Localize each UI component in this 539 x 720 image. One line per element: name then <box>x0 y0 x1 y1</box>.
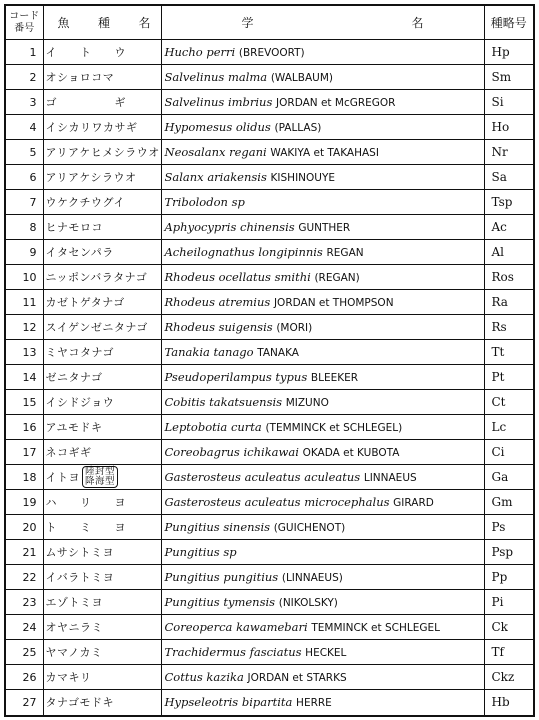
species-abbreviation: Ckz <box>484 665 533 690</box>
scientific-name-cell <box>161 215 484 240</box>
fish-name: イトヨ <box>45 471 80 484</box>
code-number: 18 <box>6 465 43 490</box>
scientific-name-cell <box>161 240 484 265</box>
table-row <box>6 90 533 115</box>
species-abbreviation: Ps <box>484 515 533 540</box>
table-row <box>6 440 533 465</box>
scientific-name-cell <box>161 90 484 115</box>
scientific-name-cell <box>161 465 484 490</box>
scientific-name: Pseudoperilampus typus <box>164 370 308 384</box>
scientific-name: Gasterosteus aculeatus microcephalus <box>164 495 390 509</box>
scientific-name-cell <box>161 690 484 715</box>
fish-name: エゾトミヨ <box>45 596 103 609</box>
table-row <box>6 40 533 65</box>
fish-form-note <box>82 466 118 488</box>
scientific-name-cell <box>161 540 484 565</box>
scientific-name-cell <box>161 665 484 690</box>
fish-name-cell <box>43 515 161 540</box>
author-name: OKADA et KUBOTA <box>302 447 400 459</box>
author-name: WAKIYA et TAKAHASI <box>270 147 379 159</box>
author-name: LINNAEUS <box>363 472 417 484</box>
fish-name: ト ミ ヨ <box>45 521 126 534</box>
fish-name-cell <box>43 440 161 465</box>
species-abbreviation: Psp <box>484 540 533 565</box>
species-abbreviation: Ac <box>484 215 533 240</box>
scientific-name: Salvelinus imbrius <box>164 95 273 109</box>
species-abbreviation: Si <box>484 90 533 115</box>
author-name: HERRE <box>296 697 332 710</box>
author-name: (WALBAUM) <box>270 72 333 84</box>
fish-name: アリアケヒメシラウオ <box>45 146 160 159</box>
author-name: (REGAN) <box>314 272 360 284</box>
header-code-number <box>6 6 43 40</box>
fish-name-cell <box>43 415 161 440</box>
fish-name: アユモドキ <box>45 421 103 434</box>
fish-name-cell <box>43 640 161 665</box>
scientific-name: Rhodeus ocellatus smithi <box>164 270 311 284</box>
fish-name: イシカリワカサギ <box>45 121 138 134</box>
fish-name: ハ リ ヨ <box>45 496 126 509</box>
author-name: (LINNAEUS) <box>281 572 343 584</box>
fish-name: ミヤコタナゴ <box>45 346 115 359</box>
scientific-name: Hypomesus olidus <box>164 120 271 134</box>
author-name: (TEMMINCK et SCHLEGEL) <box>265 422 403 434</box>
fish-name: タナゴモドキ <box>45 696 115 710</box>
table-row <box>6 290 533 315</box>
table-row <box>6 690 533 715</box>
scientific-name: Coreoperca kawamebari <box>164 620 308 634</box>
species-abbreviation: Ra <box>484 290 533 315</box>
code-number: 2 <box>6 65 43 90</box>
fish-name: ゼニタナゴ <box>45 371 103 384</box>
scientific-name-cell <box>161 365 484 390</box>
table-row <box>6 315 533 340</box>
fish-name: イシドジョウ <box>45 396 115 409</box>
species-abbreviation: Ros <box>484 265 533 290</box>
fish-name-cell <box>43 265 161 290</box>
scientific-name: Cottus kazika <box>164 670 244 684</box>
species-abbreviation: Hp <box>484 40 533 65</box>
scientific-name-cell <box>161 415 484 440</box>
scientific-name: Cobitis takatsuensis <box>164 395 283 409</box>
author-name: GUNTHER <box>298 222 351 234</box>
species-table-frame <box>4 4 535 717</box>
species-abbreviation: Tt <box>484 340 533 365</box>
author-name: KISHINOUYE <box>270 172 336 184</box>
fish-name: カマキリ <box>45 671 92 684</box>
species-abbreviation: Lc <box>484 415 533 440</box>
author-name: JORDAN et STARKS <box>247 672 347 684</box>
table-row <box>6 465 533 490</box>
scientific-name: Neosalanx regani <box>164 145 267 159</box>
species-abbreviation: Sa <box>484 165 533 190</box>
scientific-name-cell <box>161 290 484 315</box>
scientific-name-cell <box>161 590 484 615</box>
author-name: (BREVOORT) <box>238 47 305 59</box>
scientific-name: Coreobagrus ichikawai <box>164 445 299 459</box>
code-number: 1 <box>6 40 43 65</box>
header-code-line2: 番号 <box>14 22 35 34</box>
table-row <box>6 65 533 90</box>
table-row <box>6 115 533 140</box>
fish-name-cell <box>43 65 161 90</box>
scientific-name: Leptobotia curta <box>164 420 262 434</box>
author-name: TANAKA <box>257 347 299 359</box>
header-fish-name-char2: 種 <box>97 16 110 30</box>
code-number: 12 <box>6 315 43 340</box>
fish-name-cell <box>43 340 161 365</box>
species-abbreviation: Rs <box>484 315 533 340</box>
fish-name: イバラトミヨ <box>45 571 115 584</box>
header-fish-name-char1: 魚 <box>57 16 70 30</box>
code-number: 19 <box>6 490 43 515</box>
species-abbreviation: Tf <box>484 640 533 665</box>
fish-name-cell <box>43 565 161 590</box>
author-name: TEMMINCK et SCHLEGEL <box>311 622 440 634</box>
fish-name-cell <box>43 40 161 65</box>
scientific-name-cell <box>161 515 484 540</box>
table-row <box>6 515 533 540</box>
scientific-name: Salanx ariakensis <box>164 170 267 184</box>
scientific-name: Hypseleotris bipartita <box>164 695 293 710</box>
scientific-name: Pungitius sinensis <box>164 520 271 534</box>
fish-name-cell <box>43 690 161 715</box>
species-abbreviation: Pp <box>484 565 533 590</box>
species-code-table <box>6 6 533 715</box>
fish-name: カゼトゲタナゴ <box>45 296 125 309</box>
fish-form-anadromous: 降海型 <box>85 476 116 487</box>
code-number: 3 <box>6 90 43 115</box>
scientific-name: Tanakia tanago <box>164 345 254 359</box>
fish-name-cell <box>43 190 161 215</box>
species-abbreviation: Ho <box>484 115 533 140</box>
scientific-name: Salvelinus malma <box>164 70 268 84</box>
table-row <box>6 415 533 440</box>
fish-name-cell <box>43 615 161 640</box>
table-row <box>6 390 533 415</box>
species-abbreviation: Ct <box>484 390 533 415</box>
author-name: (MORI) <box>276 322 313 334</box>
code-number: 21 <box>6 540 43 565</box>
code-number: 13 <box>6 340 43 365</box>
scientific-name: Pungitius sp <box>164 545 237 559</box>
fish-name-cell <box>43 165 161 190</box>
code-number: 17 <box>6 440 43 465</box>
author-name: JORDAN et THOMPSON <box>273 297 394 309</box>
header-scientific-char1: 学 <box>241 16 254 30</box>
author-name: JORDAN et McGREGOR <box>276 97 396 109</box>
fish-name: ヒナモロコ <box>45 221 103 234</box>
fish-name: イ ト ウ <box>45 46 126 59</box>
code-number: 6 <box>6 165 43 190</box>
table-row <box>6 240 533 265</box>
header-fish-name-char3: 名 <box>138 16 151 30</box>
scientific-name: Aphyocypris chinensis <box>164 220 295 234</box>
scientific-name-cell <box>161 490 484 515</box>
species-abbreviation: Sm <box>484 65 533 90</box>
header-scientific-name <box>161 6 484 40</box>
header-scientific-char2: 名 <box>411 16 424 30</box>
fish-name-cell <box>43 665 161 690</box>
fish-name-cell <box>43 390 161 415</box>
fish-name: ウケクチウグイ <box>45 196 126 209</box>
table-row <box>6 640 533 665</box>
scientific-name-cell <box>161 565 484 590</box>
scientific-name: Pungitius tymensis <box>164 595 276 609</box>
scientific-name-cell <box>161 40 484 65</box>
table-row <box>6 265 533 290</box>
fish-name-cell <box>43 240 161 265</box>
author-name: BLEEKER <box>310 372 359 384</box>
author-name: (NIKOLSKY) <box>278 597 338 609</box>
scientific-name: Rhodeus suigensis <box>164 320 273 334</box>
scientific-name-cell <box>161 65 484 90</box>
author-name: HECKEL <box>305 647 347 659</box>
table-row <box>6 665 533 690</box>
author-name: GIRARD <box>393 497 434 509</box>
code-number: 26 <box>6 665 43 690</box>
code-number: 15 <box>6 390 43 415</box>
scientific-name: Trachidermus fasciatus <box>164 645 302 659</box>
scientific-name: Gasterosteus aculeatus aculeatus <box>164 470 361 484</box>
scientific-name-cell <box>161 115 484 140</box>
species-abbreviation: Gm <box>484 490 533 515</box>
fish-name: ヤマノカミ <box>45 646 103 659</box>
code-number: 23 <box>6 590 43 615</box>
fish-name-cell <box>43 290 161 315</box>
author-name: REGAN <box>326 247 364 259</box>
fish-name-cell <box>43 465 161 490</box>
scientific-name-cell <box>161 440 484 465</box>
scientific-name-cell <box>161 190 484 215</box>
fish-name: ネコギギ <box>45 446 92 459</box>
header-fish-name <box>43 6 161 40</box>
table-body <box>6 40 533 715</box>
author-name: (GUICHENOT) <box>273 522 346 534</box>
code-number: 20 <box>6 515 43 540</box>
scientific-name-cell <box>161 340 484 365</box>
code-number: 16 <box>6 415 43 440</box>
fish-name-cell <box>43 490 161 515</box>
scientific-name-cell <box>161 390 484 415</box>
fish-form-landlocked: 陸封型 <box>85 466 116 477</box>
code-number: 11 <box>6 290 43 315</box>
scientific-name-cell <box>161 265 484 290</box>
fish-name: アリアケシラウオ <box>45 171 137 184</box>
table-row <box>6 140 533 165</box>
table-row <box>6 565 533 590</box>
table-header-row <box>6 6 533 40</box>
scientific-name: Rhodeus atremius <box>164 295 271 309</box>
fish-name: ゴ ギ <box>45 96 126 109</box>
scientific-name: Tribolodon sp <box>164 195 245 209</box>
code-number: 9 <box>6 240 43 265</box>
fish-name: オヤニラミ <box>45 621 103 634</box>
scientific-name-cell <box>161 640 484 665</box>
fish-name-cell <box>43 590 161 615</box>
header-abbreviation: 種略号 <box>484 6 533 40</box>
table-row <box>6 215 533 240</box>
species-abbreviation: Nr <box>484 140 533 165</box>
author-name: MIZUNO <box>285 397 329 409</box>
fish-name-cell <box>43 90 161 115</box>
fish-name-cell <box>43 540 161 565</box>
table-row <box>6 165 533 190</box>
fish-name: イタセンパラ <box>45 246 114 259</box>
code-number: 24 <box>6 615 43 640</box>
table-row <box>6 590 533 615</box>
scientific-name-cell <box>161 615 484 640</box>
table-row <box>6 340 533 365</box>
code-number: 10 <box>6 265 43 290</box>
scientific-name-cell <box>161 140 484 165</box>
fish-name: オショロコマ <box>45 71 115 84</box>
code-number: 8 <box>6 215 43 240</box>
species-abbreviation: Ci <box>484 440 533 465</box>
fish-name: スイゲンゼニタナゴ <box>45 321 148 334</box>
species-abbreviation: Ck <box>484 615 533 640</box>
species-abbreviation: Hb <box>491 695 510 710</box>
header-code-line1: コード <box>9 10 40 22</box>
fish-name-cell <box>43 215 161 240</box>
scientific-name-cell <box>161 315 484 340</box>
species-abbreviation: Tsp <box>484 190 533 215</box>
author-name: (PALLAS) <box>274 122 322 134</box>
scientific-name-cell <box>161 165 484 190</box>
table-row <box>6 540 533 565</box>
scientific-name: Pungitius pungitius <box>164 570 279 584</box>
species-abbreviation: Al <box>484 240 533 265</box>
fish-name-cell <box>43 315 161 340</box>
code-number: 4 <box>6 115 43 140</box>
fish-name: ニッポンバラタナゴ <box>45 271 148 284</box>
scientific-name: Acheilognathus longipinnis <box>164 245 323 259</box>
code-number: 25 <box>6 640 43 665</box>
fish-name-cell <box>43 365 161 390</box>
species-abbreviation: Pt <box>484 365 533 390</box>
table-row <box>6 490 533 515</box>
table-row <box>6 365 533 390</box>
code-number: 7 <box>6 190 43 215</box>
code-number: 5 <box>6 140 43 165</box>
fish-name-cell <box>43 115 161 140</box>
table-row <box>6 615 533 640</box>
code-number: 14 <box>6 365 43 390</box>
code-number: 27 <box>6 690 43 715</box>
scientific-name: Hucho perri <box>164 45 236 59</box>
fish-name-cell <box>43 140 161 165</box>
code-number: 22 <box>6 565 43 590</box>
table-row <box>6 190 533 215</box>
species-abbreviation: Ga <box>484 465 533 490</box>
fish-name: ムサシトミヨ <box>45 546 115 559</box>
species-abbreviation: Pi <box>484 590 533 615</box>
